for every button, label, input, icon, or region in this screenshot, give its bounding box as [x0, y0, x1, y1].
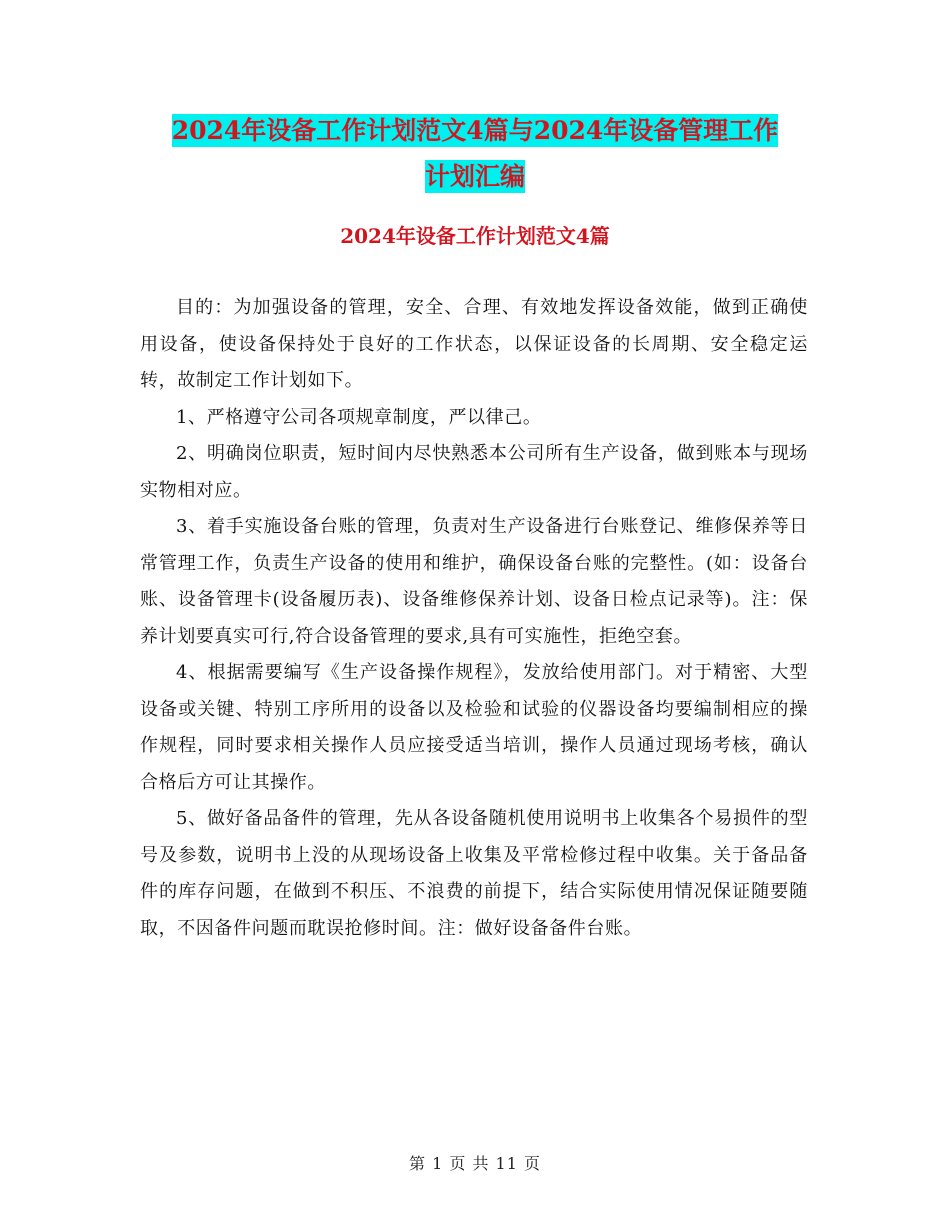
document-title-line-2: 计划汇编 — [424, 162, 525, 191]
paragraph-item-1: 1、严格遵守公司各项规章制度，严以律己。 — [176, 406, 542, 428]
section-title: 2024年设备工作计划范文4篇 — [340, 224, 610, 248]
document-title-line-1: 2024年设备工作计划范文4篇与2024年设备管理工作 — [171, 116, 779, 145]
paragraph-item-5: 5、做好备品备件的管理，先从各设备随机使用说明书上收集各个易损件的型号及参数，说明书上没的从现场设备上收集及平常检修过程中收集。关于备品备件的库存问题，在做到不积压、不浪费的前提下，结合实际使用情况保证随要随取，不因备件问题而耽误抢修时间。注：做好设备备件台账。 — [140, 808, 808, 939]
document-body — [140, 290, 808, 947]
paragraph-item-3: 3、着手实施设备台账的管理，负责对生产设备进行台账登记、维修保养等日常管理工作，负责生产设备的使用和维护，确保设备台账的完整性。(如：设备台账、设备管理卡(设备履历表)、设备维修保养计划、设备日检点记录等)。注：保养计划要真实可行,符合设备管理的要求,具有可实施性，拒绝空套。 — [140, 516, 808, 647]
page-number-footer: 第 1 页 共 11 页 — [409, 1154, 541, 1173]
paragraph-item-4: 4、根据需要编写《生产设备操作规程》，发放给使用部门。对于精密、大型设备或关键、特别工序所用的设备以及检验和试验的仪器设备均要编制相应的操作规程，同时要求相关操作人员应接受适当培训，操作人员通过现场考核，确认合格后方可让其操作。 — [140, 662, 808, 793]
paragraph-purpose: 目的：为加强设备的管理，安全、合理、有效地发挥设备效能，做到正确使用设备，使设备保持处于良好的工作状态，以保证设备的长周期、安全稳定运转，故制定工作计划如下。 — [140, 297, 808, 391]
paragraph-item-2: 2、明确岗位职责，短时间内尽快熟悉本公司所有生产设备，做到账本与现场实物相对应。 — [140, 443, 808, 501]
document-title — [130, 108, 820, 200]
